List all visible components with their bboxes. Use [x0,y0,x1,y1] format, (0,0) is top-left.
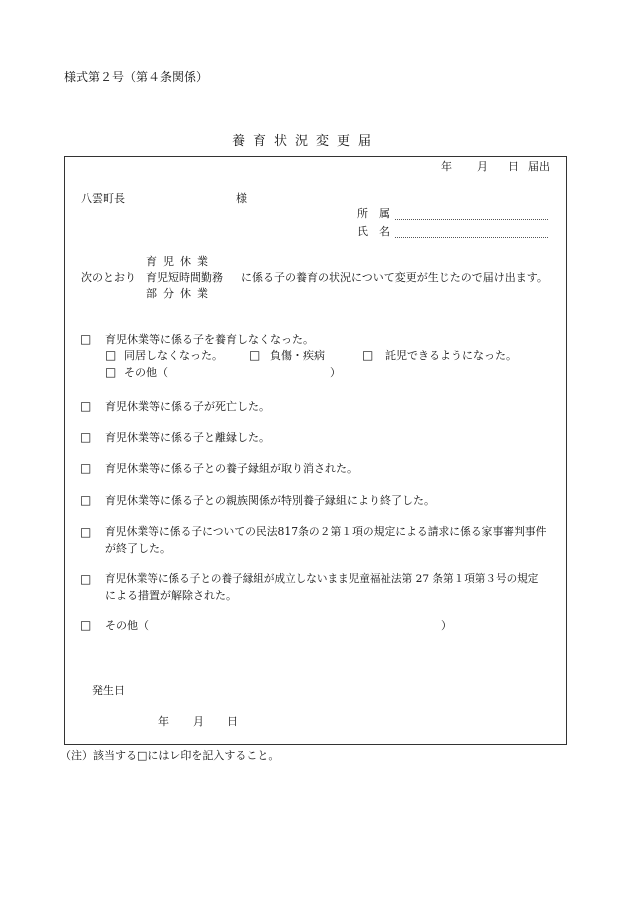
occurrence-day: 日 [227,715,238,728]
checkbox-item-7[interactable]: □ [80,572,92,586]
date-year: 年 [441,160,452,173]
checkbox-item-4[interactable]: □ [80,461,92,475]
leave-type-short-hours: 育児短時間勤務 [146,271,223,284]
item-7-line-1: 育児休業等に係る子との養子縁組が成立しないまま児童福祉法第 27 条第１項第３号の規定 [105,573,539,585]
item-3-text: 育児休業等に係る子と離縁した。 [105,431,270,444]
sub-option-no-cohabit: 同居しなくなった。 [124,349,223,362]
checkbox-item-5[interactable]: □ [80,493,92,507]
affiliation-line[interactable] [395,219,548,220]
occurrence-year: 年 [158,715,169,728]
date-submitted: 届出 [528,160,550,173]
item-4-text: 育児休業等に係る子との養子縁組が取り消された。 [105,462,358,475]
date-day: 日 [508,160,519,173]
occurrence-label: 発生日 [92,684,125,697]
intro-prefix: 次のとおり [81,271,136,284]
page-title: 養育状況変更届 [232,134,380,149]
checkbox-item-6[interactable]: □ [80,525,92,539]
sub-option-other-close: ） [330,366,341,379]
date-month: 月 [477,160,488,173]
name-line[interactable] [395,237,548,238]
form-label: 様式第２号（第４条関係） [64,70,209,84]
item-7-line-2: による措置が解除された。 [105,589,237,602]
name-label: 氏 名 [357,225,390,238]
leave-type-partial: 部分休業 [146,287,214,300]
checkbox-sub-other[interactable]: □ [105,365,117,379]
item-8-close: ） [441,619,452,632]
checkbox-item-3[interactable]: □ [80,430,92,444]
checkbox-item-2[interactable]: □ [80,399,92,413]
item-8-open: その他（ [105,619,149,632]
item-1-text: 育児休業等に係る子を養育しなくなった。 [105,333,314,346]
checkbox-no-cohabit[interactable]: □ [105,348,117,362]
item-2-text: 育児休業等に係る子が死亡した。 [105,400,270,413]
form-frame [64,156,567,745]
checkbox-item-1[interactable]: □ [80,332,92,346]
addressee-name: 八雲町長 [81,192,125,205]
occurrence-month: 月 [193,715,204,728]
intro-suffix: に係る子の養育の状況について変更が生じたので届け出ます。 [241,271,548,284]
checkbox-injury[interactable]: □ [249,348,261,362]
sub-option-injury: 負傷・疾病 [270,349,325,362]
sub-option-other-open: その他（ [124,366,168,379]
checkbox-item-8[interactable]: □ [80,618,92,632]
footnote: （注）該当する□にはレ印を記入すること。 [60,749,280,762]
item-6-line-1: 育児休業等に係る子についての民法817条の２第１項の規定による請求に係る家事審判事件 [105,525,547,538]
affiliation-label: 所 属 [357,207,390,220]
leave-type-childcare: 育児休業 [146,255,214,268]
addressee-suffix: 様 [236,192,247,205]
checkbox-daycare[interactable]: □ [362,348,374,362]
item-5-text: 育児休業等に係る子との親族関係が特別養子縁組により終了した。 [105,494,435,507]
sub-option-daycare: 託児できるようになった。 [385,349,517,362]
item-6-line-2: が終了した。 [105,542,171,555]
